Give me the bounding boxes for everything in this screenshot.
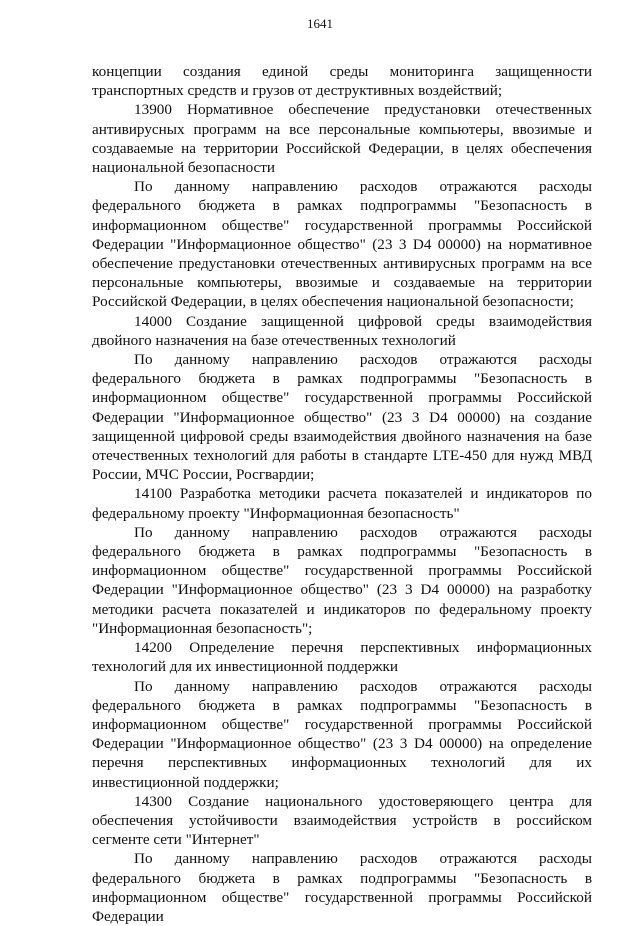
document-body <box>92 62 592 926</box>
paragraph-description-14300: По данному направлению расходов отражаются расходы федерального бюджета в рамках подпрограммы "Безопасность в информационном обществе" государственной программы Российской Федерации <box>92 850 592 925</box>
page-number: 1641 <box>307 16 333 31</box>
paragraph-continuation: концепции создания единой среды мониторинга защищенности транспортных средств и грузов от деструктивных воздействий; <box>92 63 592 100</box>
paragraph-description-14000: По данному направлению расходов отражаются расходы федерального бюджета в рамках подпрограммы "Безопасность в информационном обществе" государственной программы Российской Федерации "Информационное общество" (23 3 D4 00000) на создание защищенной цифровой среды взаимодействия двойного назначения на базе отечественных технологий для работы в стандарте LTE-450 для нужд МВД России, МЧС России, Росгвардии; <box>92 351 592 484</box>
paragraph-description-13900: По данному направлению расходов отражаются расходы федерального бюджета в рамках подпрограммы "Безопасность в информационном обществе" государственной программы Российской Федерации "Информационное общество" (23 3 D4 00000) на нормативное обеспечение предустановки отечественных антивирусных программ на все персональные компьютеры, ввозимые и создаваемые на территории Российской Федерации, в целях обеспечения национальной безопасности; <box>92 178 592 311</box>
paragraph-description-14200: По данному направлению расходов отражаются расходы федерального бюджета в рамках подпрограммы "Безопасность в информационном обществе" государственной программы Российской Федерации "Информационное общество" (23 3 D4 00000) на определение перечня перспективных информационных технологий для их инвестиционной поддержки; <box>92 677 592 791</box>
paragraph-heading-14100: 14100 Разработка методики расчета показателей и индикаторов по федеральному проекту "Информационная безопасность" <box>92 485 592 522</box>
paragraph-heading-13900: 13900 Нормативное обеспечение предустановки отечественных антивирусных программ на все персональные компьютеры, ввозимые и создаваемые на территории Российской Федерации, в целях обеспечения национальной безопасности <box>92 101 592 177</box>
paragraph-heading-14000: 14000 Создание защищенной цифровой среды взаимодействия двойного назначения на базе отечественных технологий <box>92 312 592 349</box>
paragraph-heading-14200: 14200 Определение перечня перспективных информационных технологий для их инвестиционной поддержки <box>92 639 592 676</box>
paragraph-heading-14300: 14300 Создание национального удостоверяющего центра для обеспечения устойчивости взаимодействия устройств в российском сегменте сети "Интернет" <box>92 792 592 849</box>
paragraph-description-14100: По данному направлению расходов отражаются расходы федерального бюджета в рамках подпрограммы "Безопасность в информационном обществе" государственной программы Российской Федерации "Информационное общество" (23 3 D4 00000) на разработку методики расчета показателей и индикаторов по федеральному проекту "Информационная безопасность"; <box>92 523 592 637</box>
